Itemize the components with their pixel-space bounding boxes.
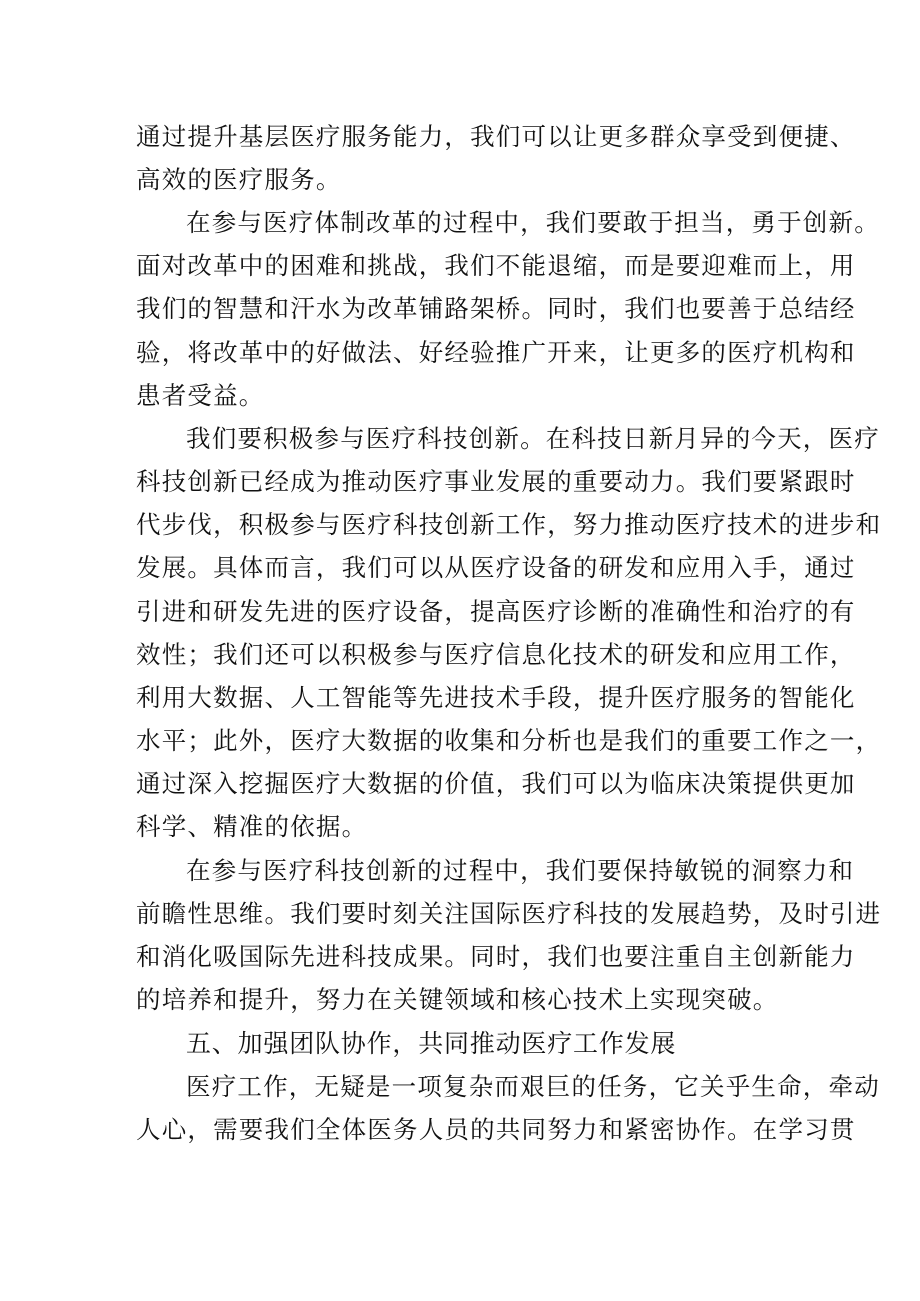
paragraph-line: 发展。具体而言，我们可以从医疗设备的研发和应用入手，通过 [136, 553, 856, 582]
paragraph-line: 患者受益。 [136, 381, 265, 410]
paragraph-line: 水平；此外，医疗大数据的收集和分析也是我们的重要工作之一， [136, 726, 882, 755]
paragraph-line: 和消化吸国际先进科技成果。同时，我们也要注重自主创新能力 [136, 942, 856, 971]
paragraph-line: 科学、精准的依据。 [136, 812, 368, 841]
paragraph-line: 利用大数据、人工智能等先进技术手段，提升医疗服务的智能化 [136, 683, 856, 712]
paragraph-line: 科技创新已经成为推动医疗事业发展的重要动力。我们要紧跟时 [136, 467, 856, 496]
paragraph-line: 效性；我们还可以积极参与医疗信息化技术的研发和应用工作， [136, 640, 856, 669]
paragraph-line: 验，将改革中的好做法、好经验推广开来，让更多的医疗机构和 [136, 338, 856, 367]
paragraph-line: 我们要积极参与医疗科技创新。在科技日新月异的今天，医疗 [186, 424, 880, 453]
paragraph-line: 代步伐，积极参与医疗科技创新工作，努力推动医疗技术的进步和 [136, 510, 882, 539]
paragraph-line: 前瞻性思维。我们要时刻关注国际医疗科技的发展趋势，及时引进 [136, 899, 882, 928]
paragraph-line: 医疗工作，无疑是一项复杂而艰巨的任务，它关乎生命，牵动 [186, 1072, 880, 1101]
paragraph-line: 通过提升基层医疗服务能力，我们可以让更多群众享受到便捷、 [136, 122, 856, 151]
paragraph-line: 我们的智慧和汗水为改革铺路架桥。同时，我们也要善于总结经 [136, 294, 856, 323]
section-heading: 五、加强团队协作，共同推动医疗工作发展 [186, 1029, 677, 1058]
paragraph-line: 通过深入挖掘医疗大数据的价值，我们可以为临床决策提供更加 [136, 769, 856, 798]
paragraph-line: 人心，需要我们全体医务人员的共同努力和紧密协作。在学习贯 [136, 1115, 856, 1144]
paragraph-line: 在参与医疗体制改革的过程中，我们要敢于担当，勇于创新。 [186, 208, 880, 237]
paragraph-line: 在参与医疗科技创新的过程中，我们要保持敏锐的洞察力和 [186, 856, 855, 885]
paragraph-line: 的培养和提升，努力在关键领域和核心技术上实现突破。 [136, 985, 779, 1014]
paragraph-line: 面对改革中的困难和挑战，我们不能退缩，而是要迎难而上，用 [136, 251, 856, 280]
paragraph-line: 引进和研发先进的医疗设备，提高医疗诊断的准确性和治疗的有 [136, 597, 856, 626]
paragraph-line: 高效的医疗服务。 [136, 165, 342, 194]
